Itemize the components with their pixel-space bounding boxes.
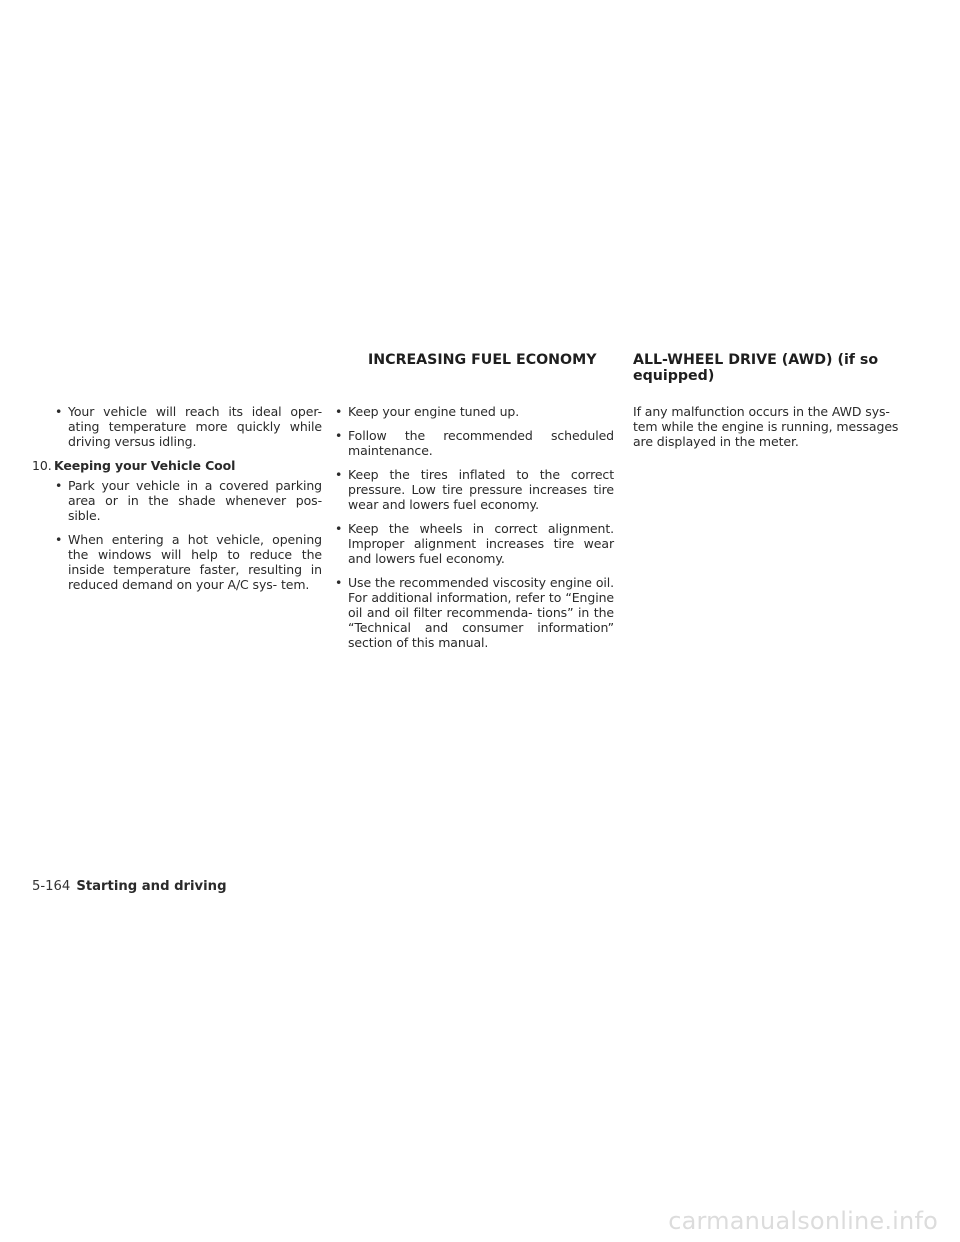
bullet-icon: • bbox=[335, 575, 343, 590]
list-item bbox=[332, 521, 614, 566]
col1-bullets-wrap bbox=[32, 478, 322, 592]
bullet-text: Follow the recommended scheduled maintenance. bbox=[348, 428, 614, 458]
col1-top-bullet-list bbox=[52, 404, 322, 449]
numbered-item-heading bbox=[32, 458, 322, 473]
list-item bbox=[52, 478, 322, 523]
section-heading-awd: ALL-WHEEL DRIVE (AWD) (if so equipped) bbox=[633, 352, 879, 384]
fuel-economy-list bbox=[332, 404, 614, 650]
section-title: Starting and driving bbox=[76, 879, 227, 894]
column-middle bbox=[332, 404, 614, 659]
item-number: 10. bbox=[32, 458, 52, 473]
bullet-icon: • bbox=[55, 478, 63, 493]
list-item bbox=[332, 428, 614, 458]
bullet-text: Keep your engine tuned up. bbox=[348, 404, 520, 419]
bullet-icon: • bbox=[335, 467, 343, 482]
list-item bbox=[332, 404, 614, 419]
bullet-text: Use the recommended viscosity engine oil. For additional information, refer to “Engine oil and oil filter recommenda- tions” in the “Technical and consumer information” section of this manual. bbox=[348, 575, 614, 650]
bullet-text: When entering a hot vehicle, opening the windows will help to reduce the inside temperature faster, resulting in reduced demand on your A/C sys- tem. bbox=[68, 532, 322, 592]
bullet-icon: • bbox=[335, 521, 343, 536]
bullet-text: Keep the tires inflated to the correct pressure. Low tire pressure increases tire wear and lowers fuel economy. bbox=[348, 467, 614, 512]
bullet-icon: • bbox=[335, 428, 343, 443]
list-item bbox=[52, 532, 322, 592]
bullet-icon: • bbox=[335, 404, 343, 419]
watermark: carmanualsonline.info bbox=[668, 1207, 938, 1235]
bullet-text: Park your vehicle in a covered parking area or in the shade whenever pos- sible. bbox=[68, 478, 322, 523]
column-right bbox=[633, 404, 913, 449]
column-left bbox=[32, 404, 322, 601]
item-title: Keeping your Vehicle Cool bbox=[54, 458, 236, 473]
list-item bbox=[332, 575, 614, 650]
col1-bullet-list bbox=[52, 478, 322, 592]
page-footer bbox=[32, 879, 227, 894]
list-item bbox=[332, 467, 614, 512]
list-item bbox=[52, 404, 322, 449]
bullet-text: Your vehicle will reach its ideal oper- ating temperature more quickly while driving versus idling. bbox=[68, 404, 322, 449]
col1-top-bullet-wrap bbox=[32, 404, 322, 449]
bullet-icon: • bbox=[55, 404, 63, 419]
awd-paragraph: If any malfunction occurs in the AWD sys- tem while the engine is running, messages are displayed in the meter. bbox=[633, 404, 899, 449]
section-heading-fuel-economy: INCREASING FUEL ECONOMY bbox=[368, 352, 597, 368]
bullet-text: Keep the wheels in correct alignment. Improper alignment increases tire wear and lowers fuel economy. bbox=[348, 521, 614, 566]
bullet-icon: • bbox=[55, 532, 63, 547]
page-number: 5-164 bbox=[32, 879, 71, 894]
